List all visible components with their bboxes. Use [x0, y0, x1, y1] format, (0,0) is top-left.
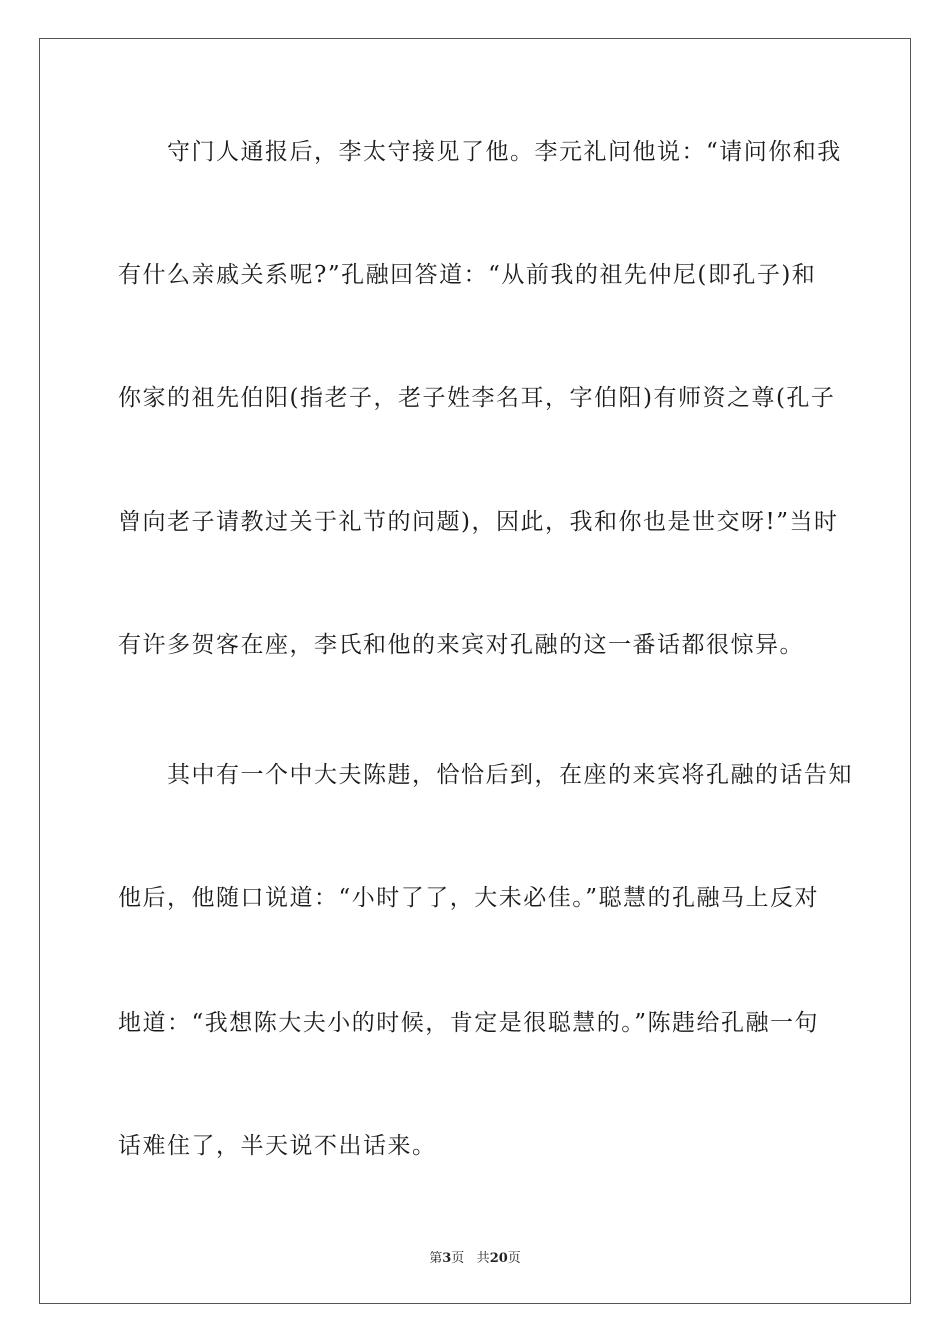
text-line: 话难住了，半天说不出话来。: [118, 1133, 437, 1159]
text-line: 地道：“我想陈大夫小的时候，肯定是很聪慧的。”陈韪给孔融一句: [118, 1010, 820, 1036]
text-line: 曾向老子请教过关于礼节的问题)，因此，我和你也是世交呀!”当时: [118, 509, 839, 535]
page-border: [39, 38, 911, 1304]
total-suffix: 页: [507, 1251, 521, 1266]
text-line: 其中有一个中大夫陈韪，恰恰后到，在座的来宾将孔融的话告知: [118, 762, 853, 788]
text-line: 他后，他随口说道：“小时了了，大未必佳。”聪慧的孔融马上反对: [118, 885, 820, 911]
page-number: 3: [442, 1251, 452, 1266]
page-suffix: 页: [451, 1251, 465, 1266]
text-line: 有许多贺客在座，李氏和他的来宾对孔融的这一番话都很惊异。: [118, 632, 804, 658]
total-prefix: 共: [476, 1251, 490, 1266]
total-pages: 20: [489, 1251, 508, 1266]
page-prefix: 第: [429, 1251, 443, 1266]
text-line: 有什么亲戚关系呢?”孔融回答道：“从前我的祖先仲尼(即孔子)和: [118, 262, 817, 288]
text-line: 你家的祖先伯阳(指老子，老子姓李名耳，字伯阳)有师资之尊(孔子: [118, 385, 836, 411]
text-line: 守门人通报后，李太守接见了他。李元礼问他说：“请问你和我: [118, 139, 842, 165]
page-footer: [0, 1247, 950, 1266]
